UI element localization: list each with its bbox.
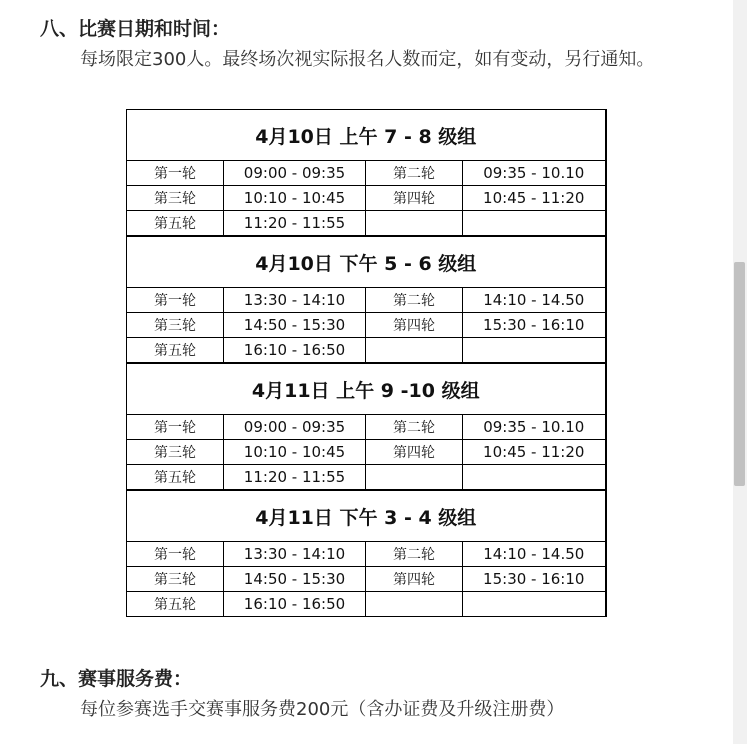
schedule-group-title-row [127, 363, 606, 415]
round-label: 第三轮 [127, 440, 224, 465]
round-time: 09:35 - 10.10 [463, 161, 606, 186]
schedule-round-row [127, 161, 606, 186]
round-label [366, 465, 463, 491]
schedule-round-row [127, 338, 606, 364]
schedule-group-title: 4月10日 下午 5 - 6 级组 [127, 236, 606, 288]
round-time: 13:30 - 14:10 [224, 288, 366, 313]
round-time: 10:45 - 11:20 [463, 440, 606, 465]
schedule-round-row [127, 211, 606, 237]
round-label: 第五轮 [127, 465, 224, 491]
round-label: 第五轮 [127, 211, 224, 237]
schedule-round-row [127, 288, 606, 313]
round-time: 10:10 - 10:45 [224, 186, 366, 211]
round-label: 第一轮 [127, 288, 224, 313]
round-time: 14:10 - 14.50 [463, 542, 606, 567]
round-time [463, 338, 606, 364]
round-time: 14:50 - 15:30 [224, 567, 366, 592]
round-label: 第四轮 [366, 313, 463, 338]
schedule-group-title-row [127, 236, 606, 288]
schedule-round-row [127, 415, 606, 440]
round-label: 第五轮 [127, 338, 224, 364]
schedule-round-row [127, 186, 606, 211]
round-label: 第四轮 [366, 186, 463, 211]
round-time: 13:30 - 14:10 [224, 542, 366, 567]
schedule-group-title: 4月11日 上午 9 -10 级组 [127, 363, 606, 415]
round-time: 09:00 - 09:35 [224, 161, 366, 186]
round-time: 14:10 - 14.50 [463, 288, 606, 313]
round-time: 15:30 - 16:10 [463, 313, 606, 338]
round-time: 10:45 - 11:20 [463, 186, 606, 211]
round-time: 15:30 - 16:10 [463, 567, 606, 592]
schedule-round-row [127, 592, 606, 617]
round-label: 第一轮 [127, 161, 224, 186]
round-label: 第一轮 [127, 542, 224, 567]
schedule-group-title-row [127, 490, 606, 542]
round-label: 第三轮 [127, 186, 224, 211]
round-time: 11:20 - 11:55 [224, 211, 366, 237]
round-time: 14:50 - 15:30 [224, 313, 366, 338]
section-9-paragraph: 每位参赛选手交赛事服务费200元（含办证费及升级注册费） [80, 699, 565, 720]
round-label: 第二轮 [366, 542, 463, 567]
round-label: 第一轮 [127, 415, 224, 440]
schedule-round-row [127, 567, 606, 592]
round-label: 第四轮 [366, 567, 463, 592]
schedule-round-row [127, 542, 606, 567]
schedule-round-row [127, 313, 606, 338]
round-label: 第四轮 [366, 440, 463, 465]
round-label: 第二轮 [366, 415, 463, 440]
section-9-heading: 九、赛事服务费： [40, 668, 193, 690]
schedule-round-row [127, 465, 606, 491]
schedule-group-title-row [127, 110, 606, 161]
round-time [463, 211, 606, 237]
section-8-heading: 八、比赛日期和时间： [40, 18, 231, 40]
schedule-table [126, 109, 607, 617]
round-label: 第三轮 [127, 567, 224, 592]
round-label: 第三轮 [127, 313, 224, 338]
round-time: 16:10 - 16:50 [224, 592, 366, 617]
schedule-round-row [127, 440, 606, 465]
round-time: 10:10 - 10:45 [224, 440, 366, 465]
round-time: 09:35 - 10.10 [463, 415, 606, 440]
round-label [366, 211, 463, 237]
scrollbar-thumb[interactable] [734, 262, 745, 486]
section-8-paragraph: 每场限定300人。最终场次视实际报名人数而定，如有变动，另行通知。 [80, 49, 655, 70]
round-label: 第二轮 [366, 161, 463, 186]
round-time [463, 592, 606, 617]
schedule-group-title: 4月11日 下午 3 - 4 级组 [127, 490, 606, 542]
round-time [463, 465, 606, 491]
round-time: 09:00 - 09:35 [224, 415, 366, 440]
round-label: 第二轮 [366, 288, 463, 313]
round-label [366, 338, 463, 364]
schedule-group-title: 4月10日 上午 7 - 8 级组 [127, 110, 606, 161]
round-time: 16:10 - 16:50 [224, 338, 366, 364]
round-label: 第五轮 [127, 592, 224, 617]
round-label [366, 592, 463, 617]
scrollbar-track[interactable] [733, 0, 747, 744]
round-time: 11:20 - 11:55 [224, 465, 366, 491]
